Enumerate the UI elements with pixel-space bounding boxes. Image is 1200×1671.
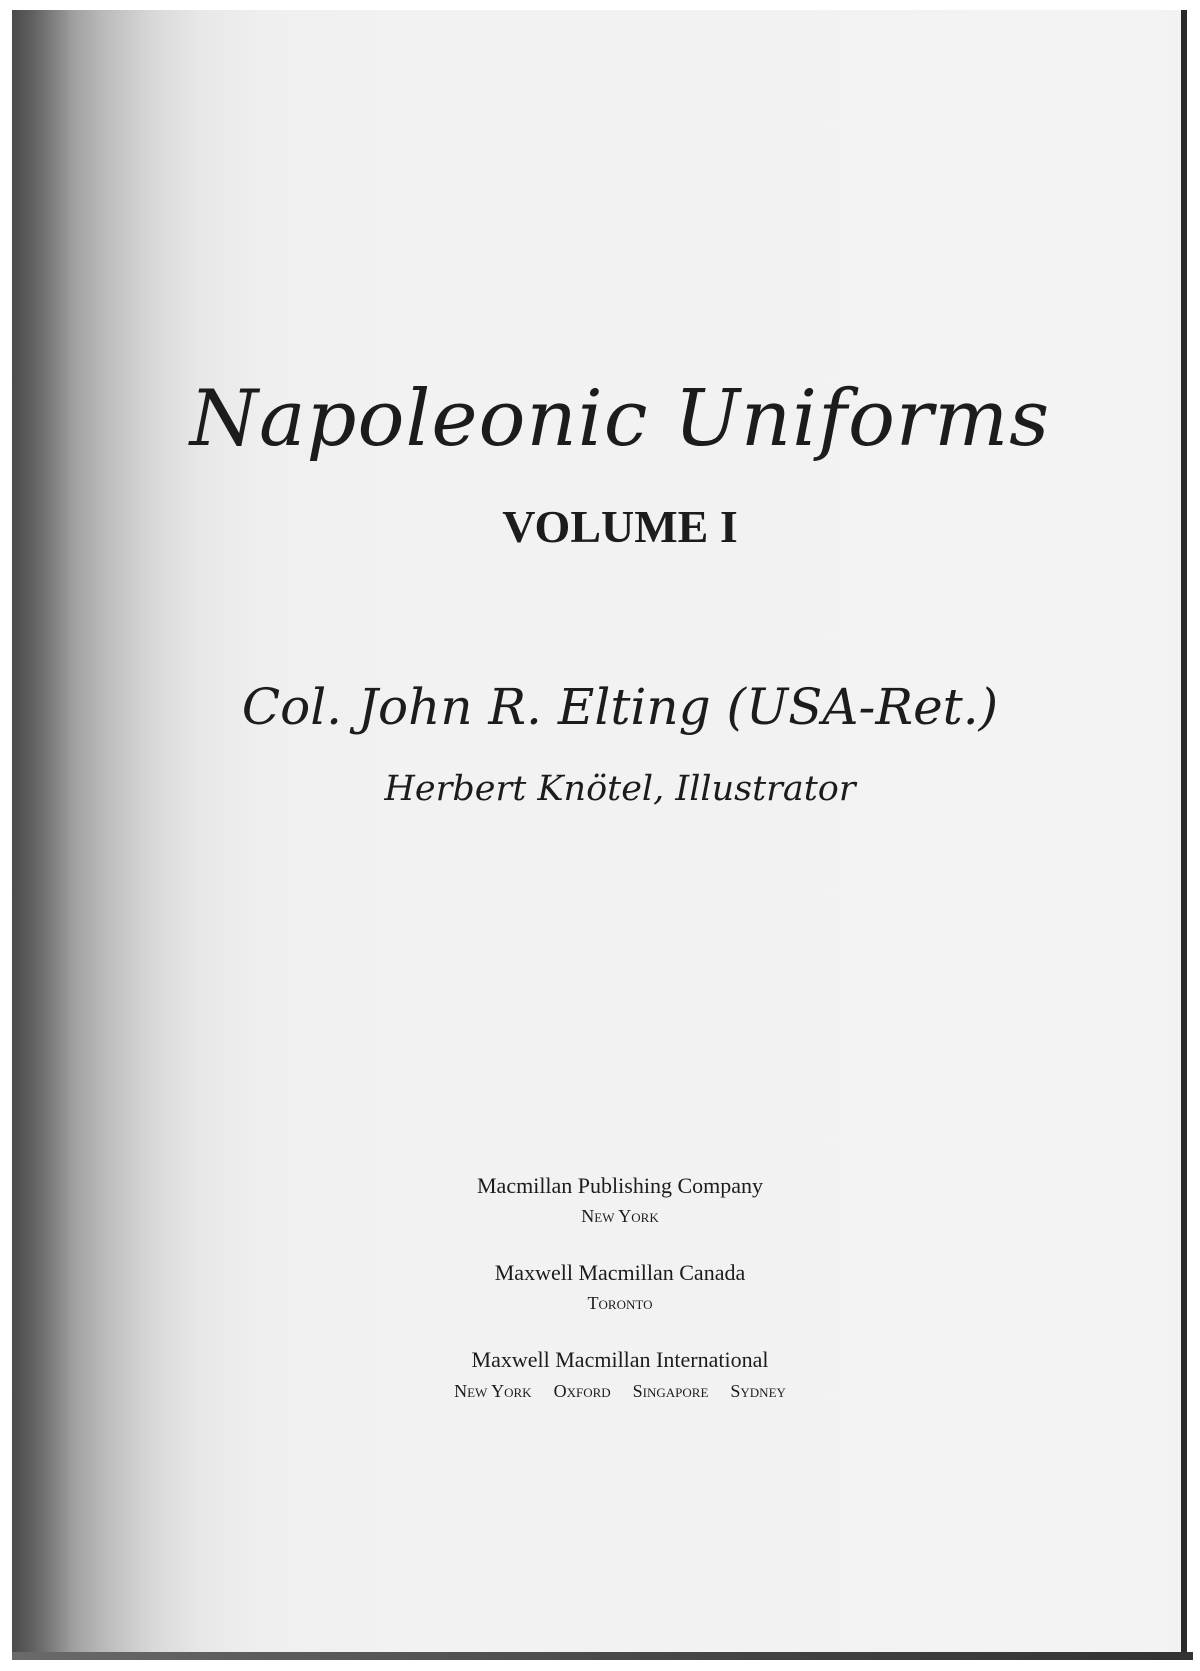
volume-label: VOLUME I xyxy=(502,501,738,552)
page-bottom-edge xyxy=(12,1652,1193,1660)
paper-sheet xyxy=(12,10,1187,1658)
publisher-city: New York xyxy=(454,1381,532,1401)
publisher-city: Singapore xyxy=(632,1381,709,1401)
publisher-city: Sydney xyxy=(730,1381,786,1401)
illustrator-credit: Herbert Knötel, Illustrator xyxy=(384,769,856,809)
publisher-city: Oxford xyxy=(553,1381,611,1401)
book-title: Napoleonic Uniforms xyxy=(189,374,1051,464)
publisher-city-list xyxy=(120,1382,1120,1400)
author-name: Col. John R. Elting (USA-Ret.) xyxy=(241,678,999,736)
publisher-name: Macmillan Publishing Company xyxy=(477,1173,763,1198)
binding-gutter-shadow xyxy=(12,10,72,1658)
publisher-city: Toronto xyxy=(587,1293,653,1313)
publisher-city: New York xyxy=(581,1206,659,1226)
publisher-name: Maxwell Macmillan International xyxy=(471,1347,769,1372)
publisher-name: Maxwell Macmillan Canada xyxy=(494,1260,746,1285)
